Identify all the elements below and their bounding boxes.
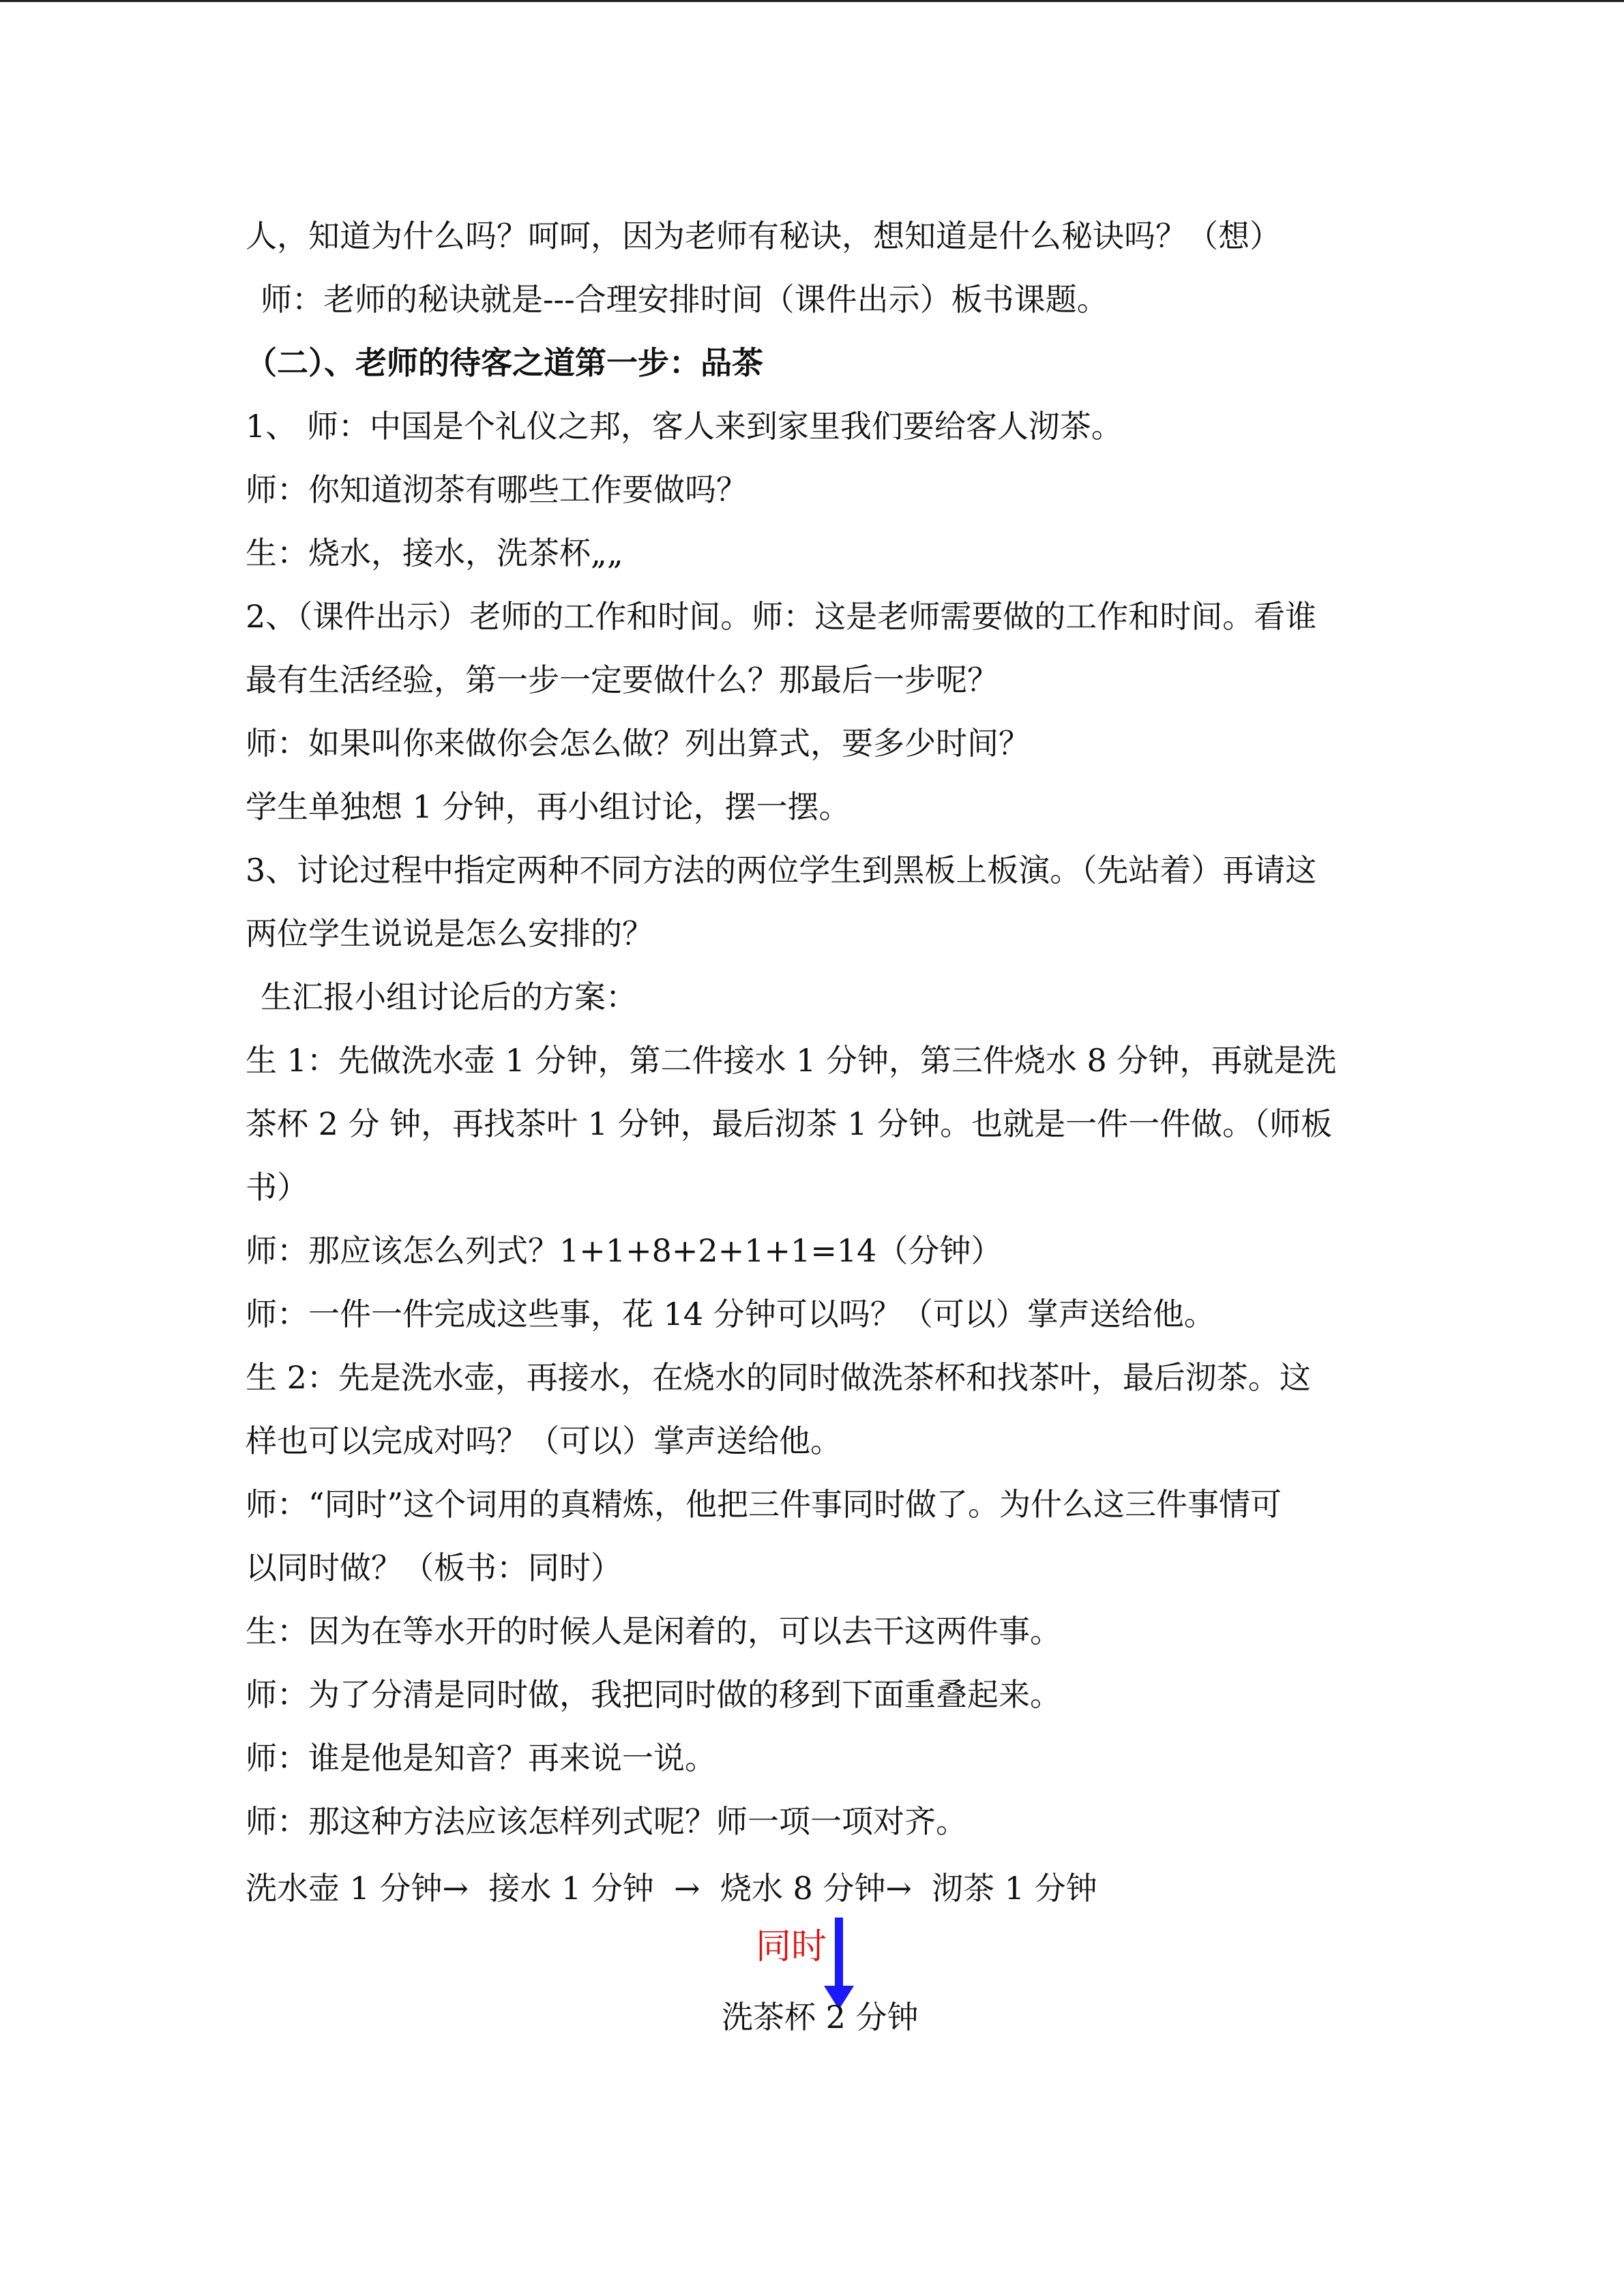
text-line: 以同时做？（板书：同时） bbox=[246, 1549, 622, 1586]
text-line: 生：烧水，接水，洗茶杯„„ bbox=[246, 535, 623, 571]
text-line: 师：如果叫你来做你会怎么做？列出算式，要多少时间？ bbox=[246, 725, 1030, 762]
text-line: 样也可以完成对吗？（可以）掌声送给他。 bbox=[246, 1422, 842, 1459]
text-line: 师：“同时”这个词用的真精炼，他把三件事同时做了。为什么这三件事情可 bbox=[246, 1486, 1282, 1523]
text-line: 师：那这种方法应该怎样列式呢？师一项一项对齐。 bbox=[246, 1803, 967, 1840]
text-line: 师：那应该怎么列式？1+1+8+2+1+1=14（分钟） bbox=[246, 1232, 1003, 1269]
text-line: 生汇报小组讨论后的方案： bbox=[261, 979, 637, 1015]
text-line: 2、（课件出示）老师的工作和时间。师：这是老师需要做的工作和时间。看谁 bbox=[246, 598, 1317, 635]
text-line: 人，知道为什么吗？呵呵，因为老师有秘诀，想知道是什么秘诀吗？（想） bbox=[246, 218, 1281, 254]
text-line: 最有生活经验，第一步一定要做什么？那最后一步呢？ bbox=[246, 661, 999, 698]
text-line: 茶杯 2 分 钟，再找茶叶 1 分钟，最后沏茶 1 分钟。也就是一件一件做。（师板 bbox=[246, 1105, 1333, 1142]
text-line: 师：为了分清是同时做，我把同时做的移到下面重叠起来。 bbox=[246, 1676, 1061, 1713]
parallel-step: 洗茶杯 2 分钟 bbox=[722, 1999, 919, 2036]
text-line: 两位学生说说是怎么安排的？ bbox=[246, 915, 653, 952]
text-line: 3、讨论过程中指定两种不同方法的两位学生到黑板上板演。（先站着）再请这 bbox=[246, 852, 1317, 889]
section-heading: （二）、老师的待客之道第一步：品茶 bbox=[246, 344, 763, 381]
process-flow-line: 洗水壶 1 分钟→ 接水 1 分钟 → 烧水 8 分钟→ 沏茶 1 分钟 bbox=[246, 1870, 1097, 1907]
text-line: 师：谁是他是知音？再来说一说。 bbox=[246, 1740, 716, 1776]
text-line: 生 2：先是洗水壶，再接水，在烧水的同时做洗茶杯和找茶叶，最后沏茶。这 bbox=[246, 1359, 1311, 1396]
text-line: 师：老师的秘诀就是---合理安排时间（课件出示）板书课题。 bbox=[261, 281, 1108, 318]
text-line: 1、 师：中国是个礼仪之邦，客人来到家里我们要给客人沏茶。 bbox=[246, 408, 1123, 445]
arrow-shaft bbox=[835, 1918, 843, 1989]
text-line: 生：因为在等水开的时候人是闲着的，可以去干这两件事。 bbox=[246, 1613, 1061, 1650]
simultaneous-label: 同时 bbox=[756, 1926, 827, 1967]
text-line: 师：一件一件完成这些事，花 14 分钟可以吗？（可以）掌声送给他。 bbox=[246, 1296, 1215, 1332]
page-top-border bbox=[0, 0, 1624, 2]
text-line: 学生单独想 1 分钟，再小组讨论，摆一摆。 bbox=[246, 788, 851, 825]
text-line: 书） bbox=[246, 1169, 308, 1206]
text-line: 师：你知道沏茶有哪些工作要做吗？ bbox=[246, 471, 748, 508]
text-line: 生 1：先做洗水壶 1 分钟，第二件接水 1 分钟，第三件烧水 8 分钟，再就是洗 bbox=[246, 1042, 1337, 1079]
document-body bbox=[246, 205, 1385, 1853]
